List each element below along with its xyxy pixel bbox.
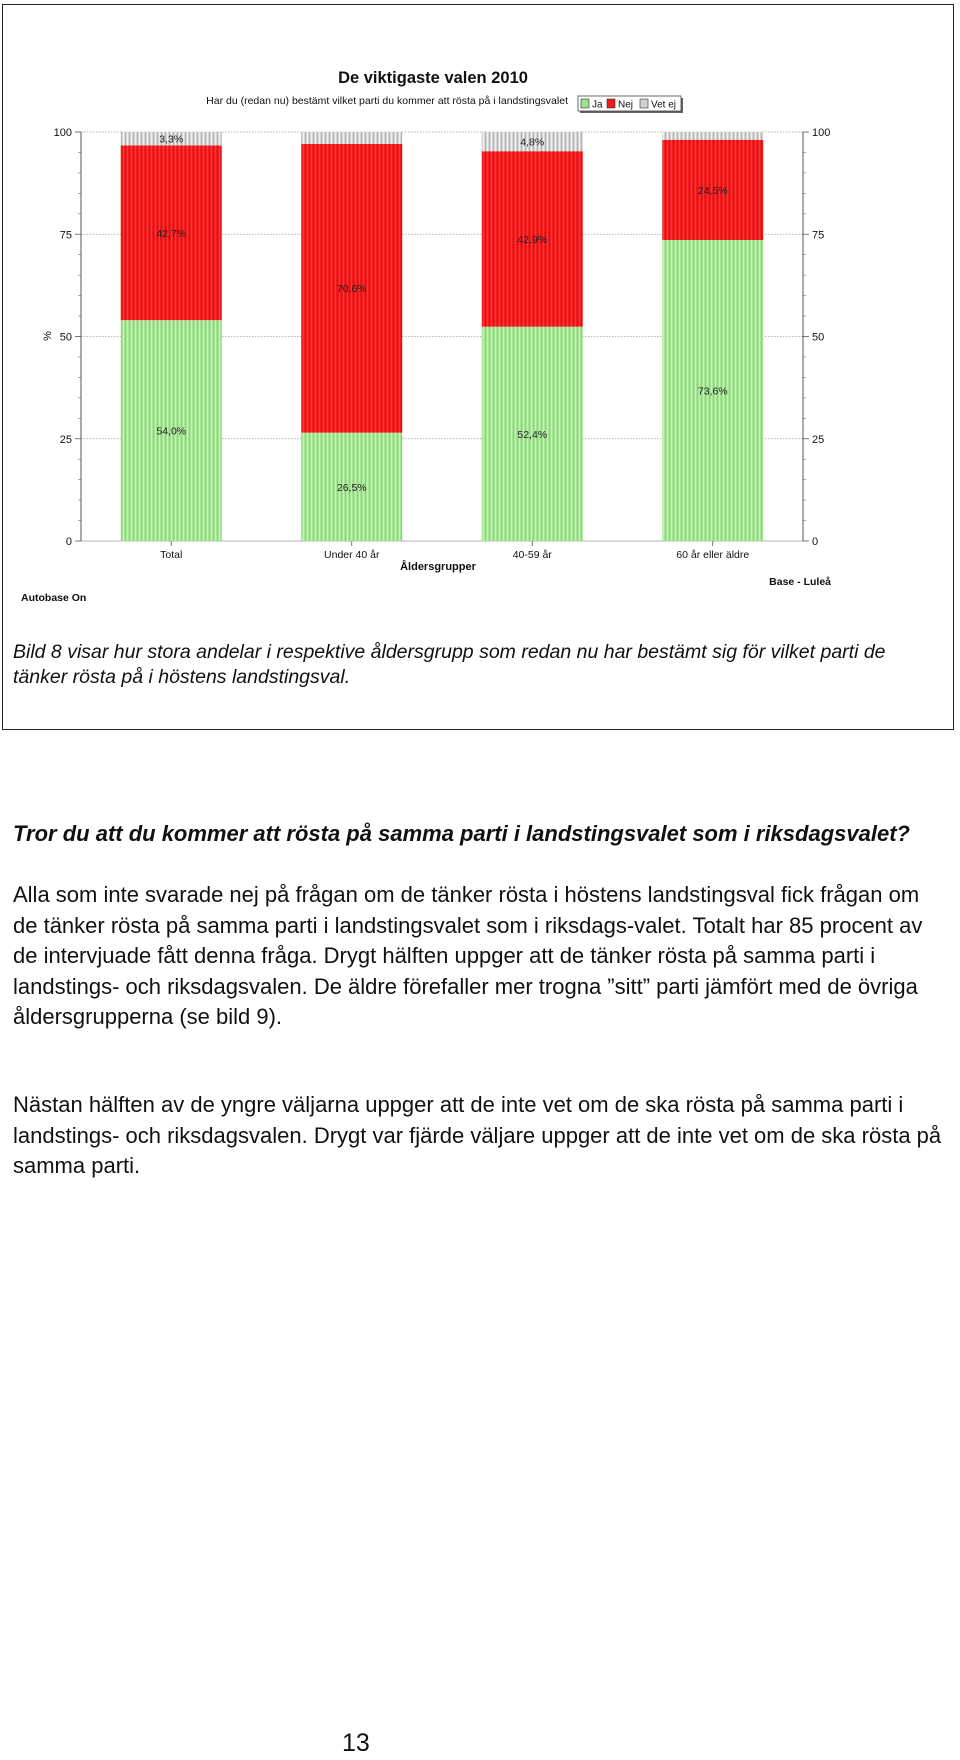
y-tick-label: 25 [59, 433, 72, 446]
data-label: 24,5% [697, 184, 728, 197]
footer-base: Base - Luleå [769, 576, 831, 588]
plot-area [54, 127, 831, 561]
stacked-bar-chart [3, 5, 955, 731]
chart-title: De viktigaste valen 2010 [338, 69, 528, 87]
data-label: 3,3% [159, 133, 184, 146]
legend-swatch [640, 99, 648, 108]
x-tick-label: 60 år eller äldre [676, 549, 750, 561]
legend-label: Nej [618, 99, 634, 111]
data-label: 26,5% [336, 481, 367, 494]
y-tick-label: 50 [59, 331, 72, 344]
data-label: 42,9% [517, 233, 548, 246]
bar-vet-ej [301, 132, 402, 144]
chart-caption: Bild 8 visar hur stora andelar i respektive åldersgrupp som redan nu har bestämt sig för vilket parti de tänker rösta på i höstens landstingsval. [13, 641, 886, 688]
y-tick-label: 100 [53, 127, 72, 139]
chart-subtitle: Har du (redan nu) bestämt vilket parti du kommer att rösta på i landstingsvalet [206, 95, 568, 107]
y-tick-label-right: 0 [812, 536, 819, 548]
chart-frame [2, 4, 954, 730]
legend-label: Ja [592, 99, 603, 111]
x-tick-label: Under 40 år [324, 549, 380, 561]
data-label: 42,7% [156, 227, 187, 240]
data-label: 52,4% [517, 428, 548, 441]
y-tick-label: 0 [65, 536, 72, 548]
x-tick-label: Total [160, 549, 183, 561]
data-label: 4,8% [520, 136, 545, 149]
y-tick-label-right: 50 [812, 331, 825, 344]
page-number: 13 [342, 1729, 370, 1757]
data-label: 70,6% [336, 283, 367, 296]
y-tick-label-right: 100 [812, 127, 831, 139]
footer-autobase: Autobase On [21, 592, 87, 604]
legend-label: Vet ej [651, 99, 677, 111]
body-paragraph-2: Nästan hälften av de yngre väljarna uppger att de inte vet om de ska rösta på samma parti i landstings- och riksdagsvalen. Drygt var fjärde väljare uppger att de inte vet om de ska rösta på samma parti. [13, 1092, 942, 1178]
y-tick-label-right: 75 [812, 229, 825, 242]
data-label: 54,0% [156, 425, 187, 438]
y-tick-label: 75 [59, 229, 72, 242]
y-tick-label-right: 25 [812, 433, 825, 446]
chart-legend [578, 96, 683, 113]
section-heading: Tror du att du kommer att rösta på samma parti i landstingsvalet som i riksdagsvalet? [13, 821, 910, 846]
bar-vet-ej [662, 132, 763, 140]
data-label: 73,6% [697, 385, 728, 398]
body-paragraph-1: Alla som inte svarade nej på frågan om de tänker rösta i höstens landstingsval fick frågan om de tänker rösta på samma parti i landstingsvalet som i riksdags-valet. Totalt har 85 procent av de intervjuade fått denna fråga. Drygt hälften uppger att de tänker rösta på samma parti i landstings- och riksdagsvalen. De äldre förefaller mer trogna ”sitt” parti jämfört med de övriga åldersgrupperna (se bild 9). [13, 882, 923, 1029]
legend-swatch [607, 99, 615, 108]
y-axis-title: % [42, 331, 54, 341]
x-axis-title: Åldersgrupper [400, 561, 476, 573]
x-tick-label: 40-59 år [512, 549, 552, 561]
legend-swatch [581, 99, 589, 108]
